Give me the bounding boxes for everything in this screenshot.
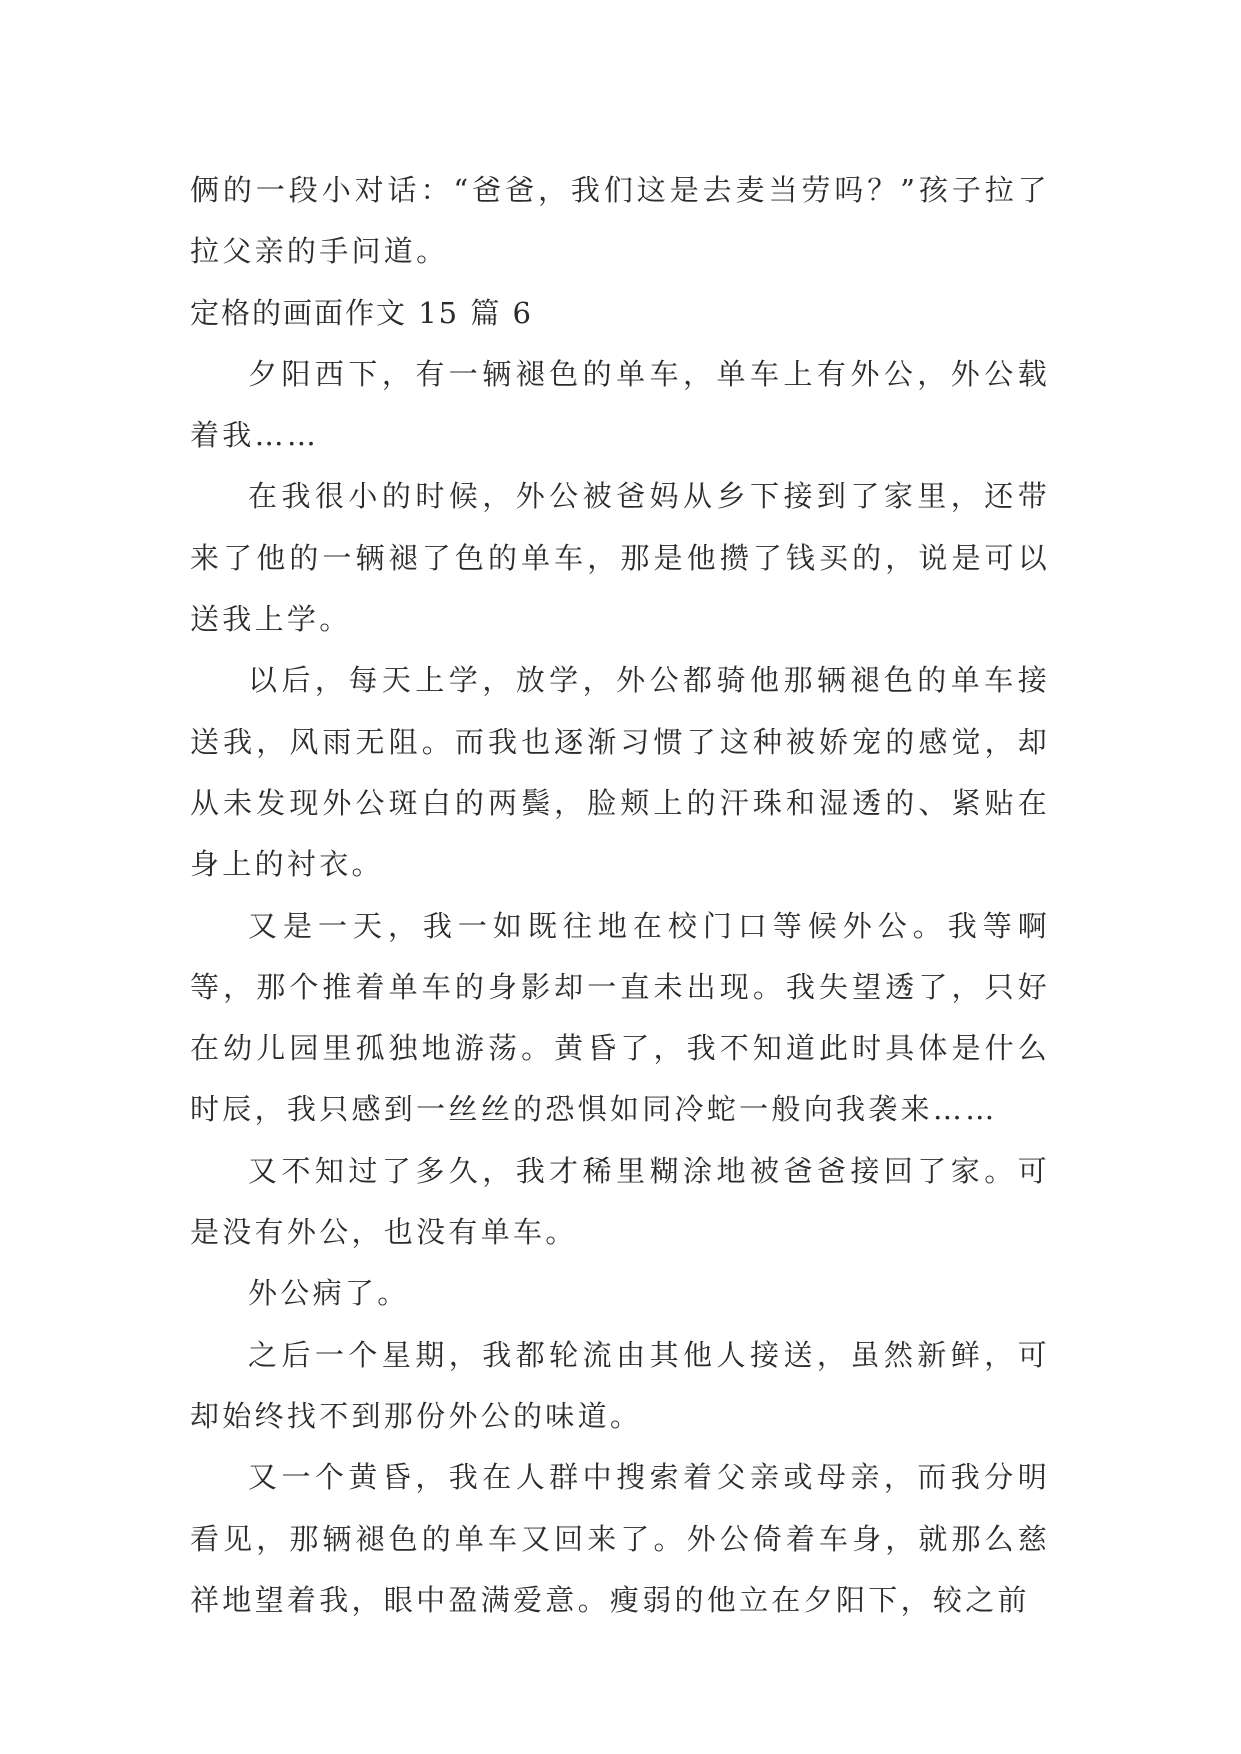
paragraph-3: 以后，每天上学，放学，外公都骑他那辆褪色的单车接送我，风雨无阻。而我也逐渐习惯了这种被娇宠的感觉，却从未发现外公斑白的两鬓，脸颊上的汗珠和湿透的、紧贴在身上的衬衣。 bbox=[190, 663, 1050, 882]
paragraph-4: 又是一天，我一如既往地在校门口等候外公。我等啊等，那个推着单车的身影却一直未出现。我失望透了，只好在幼儿园里孤独地游荡。黄昏了，我不知道此时具体是什么时辰，我只感到一丝丝的恐惧如同冷蛇一般向我袭来…… bbox=[190, 908, 1050, 1127]
article-body bbox=[190, 160, 1050, 1631]
section-title: 定格的画面作文 15 篇 6 bbox=[190, 295, 534, 330]
paragraph-8: 又一个黄昏，我在人群中搜索着父亲或母亲，而我分明看见，那辆褪色的单车又回来了。外公倚着车身，就那么慈祥地望着我，眼中盈满爱意。瘦弱的他立在夕阳下，较之前 bbox=[190, 1460, 1050, 1617]
paragraph-1: 夕阳西下，有一辆褪色的单车，单车上有外公，外公载着我…… bbox=[190, 356, 1050, 453]
paragraph-6: 外公病了。 bbox=[248, 1276, 410, 1311]
paragraph-5: 又不知过了多久，我才稀里糊涂地被爸爸接回了家。可是没有外公，也没有单车。 bbox=[190, 1153, 1050, 1250]
paragraph-2: 在我很小的时候，外公被爸妈从乡下接到了家里，还带来了他的一辆褪了色的单车，那是他攒了钱买的，说是可以送我上学。 bbox=[190, 479, 1050, 637]
continued-paragraph: 俩的一段小对话：“爸爸，我们这是去麦当劳吗？”孩子拉了拉父亲的手问道。 bbox=[190, 173, 1050, 269]
paragraph-7: 之后一个星期，我都轮流由其他人接送，虽然新鲜，可却始终找不到那份外公的味道。 bbox=[190, 1337, 1050, 1433]
